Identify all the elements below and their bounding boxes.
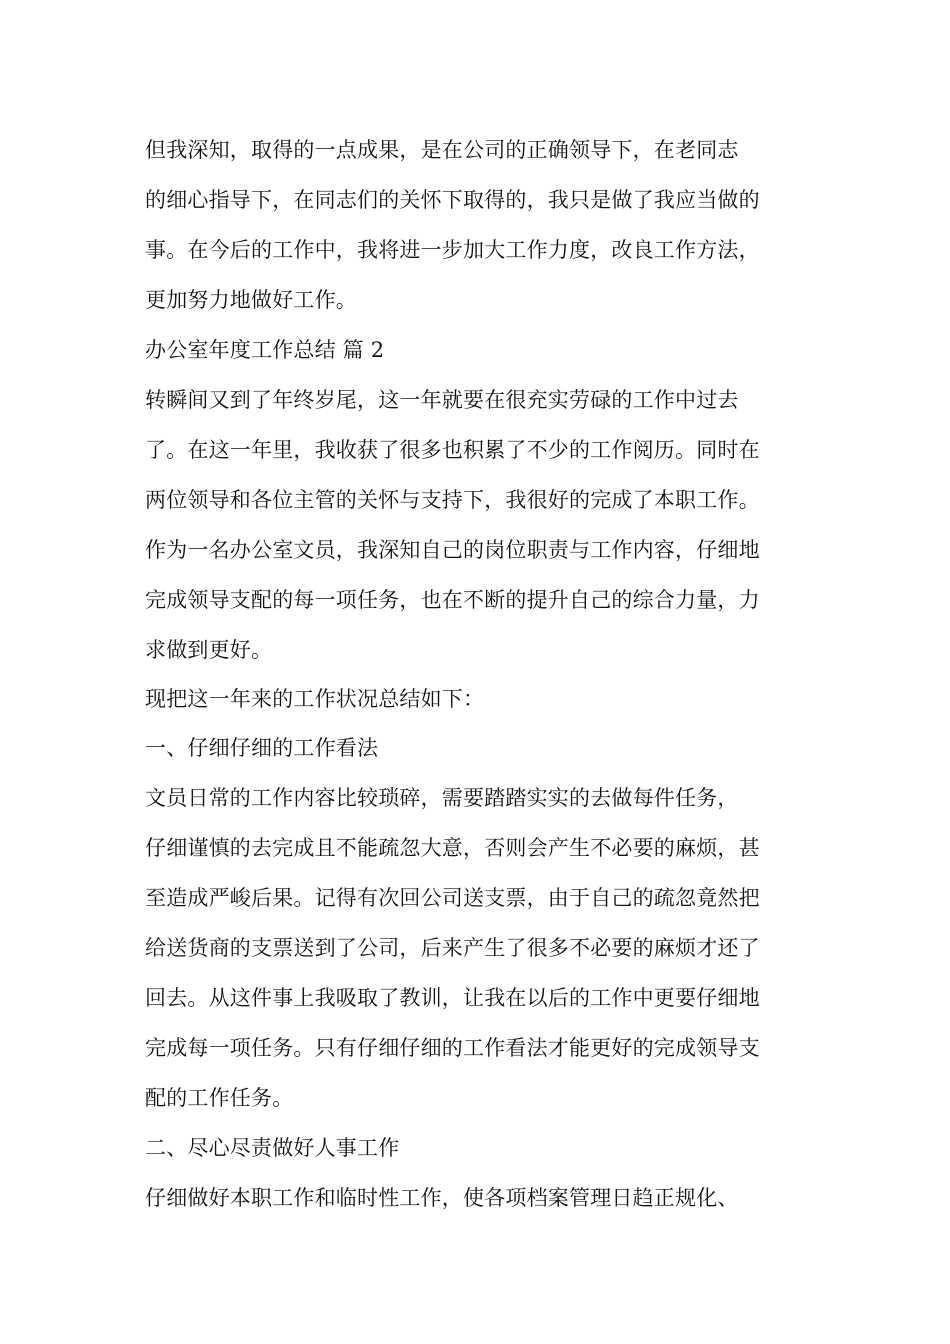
paragraph-2-line-1: 转瞬间又到了年终岁尾，这一年就要在很充实劳碌的工作中过去: [145, 388, 739, 412]
paragraph-1-line-4: 更加努力地做好工作。: [145, 288, 357, 312]
subsection-title-2: 二、尽心尽责做好人事工作: [145, 1136, 400, 1160]
paragraph-2-line-3: 两位领导和各位主管的关怀与支持下，我很好的完成了本职工作。: [145, 488, 760, 512]
paragraph-2-line-2: 了。在这一年里，我收获了很多也积累了不少的工作阅历。同时在: [145, 438, 760, 462]
paragraph-4-line-1: 文员日常的工作内容比较琐碎，需要踏踏实实的去做每件任务，: [145, 786, 739, 810]
paragraph-3-line-1: 现把这一年来的工作状况总结如下：: [145, 687, 485, 711]
paragraph-4-line-4: 给送货商的支票送到了公司，后来产生了很多不必要的麻烦才还了: [145, 936, 760, 960]
paragraph-4-line-3: 至造成严峻后果。记得有次回公司送支票，由于自己的疏忽竟然把: [145, 886, 760, 910]
paragraph-4-line-2: 仔细谨慎的去完成且不能疏忽大意，否则会产生不必要的麻烦，甚: [145, 836, 760, 860]
paragraph-1-line-2: 的细心指导下，在同志们的关怀下取得的，我只是做了我应当做的: [145, 188, 760, 212]
paragraph-4-line-7: 配的工作任务。: [145, 1086, 294, 1110]
paragraph-1-line-1: 但我深知，取得的一点成果，是在公司的正确领导下，在老同志: [145, 138, 739, 162]
paragraph-1-line-3: 事。在今后的工作中，我将进一步加大工作力度，改良工作方法，: [145, 238, 760, 262]
paragraph-5-line-1: 仔细做好本职工作和临时性工作，使各项档案管理日趋正规化、: [145, 1186, 739, 1210]
paragraph-4-line-6: 完成每一项任务。只有仔细仔细的工作看法才能更好的完成领导支: [145, 1036, 760, 1060]
section-heading: 办公室年度工作总结 篇 2: [145, 338, 385, 362]
subsection-title-1: 一、仔细仔细的工作看法: [145, 736, 379, 760]
paragraph-2-line-6: 求做到更好。: [145, 638, 273, 662]
paragraph-4-line-5: 回去。从这件事上我吸取了教训，让我在以后的工作中更要仔细地: [145, 986, 760, 1010]
paragraph-2-line-4: 作为一名办公室文员，我深知自己的岗位职责与工作内容，仔细地: [145, 538, 760, 562]
paragraph-2-line-5: 完成领导支配的每一项任务，也在不断的提升自己的综合力量，力: [145, 588, 760, 612]
